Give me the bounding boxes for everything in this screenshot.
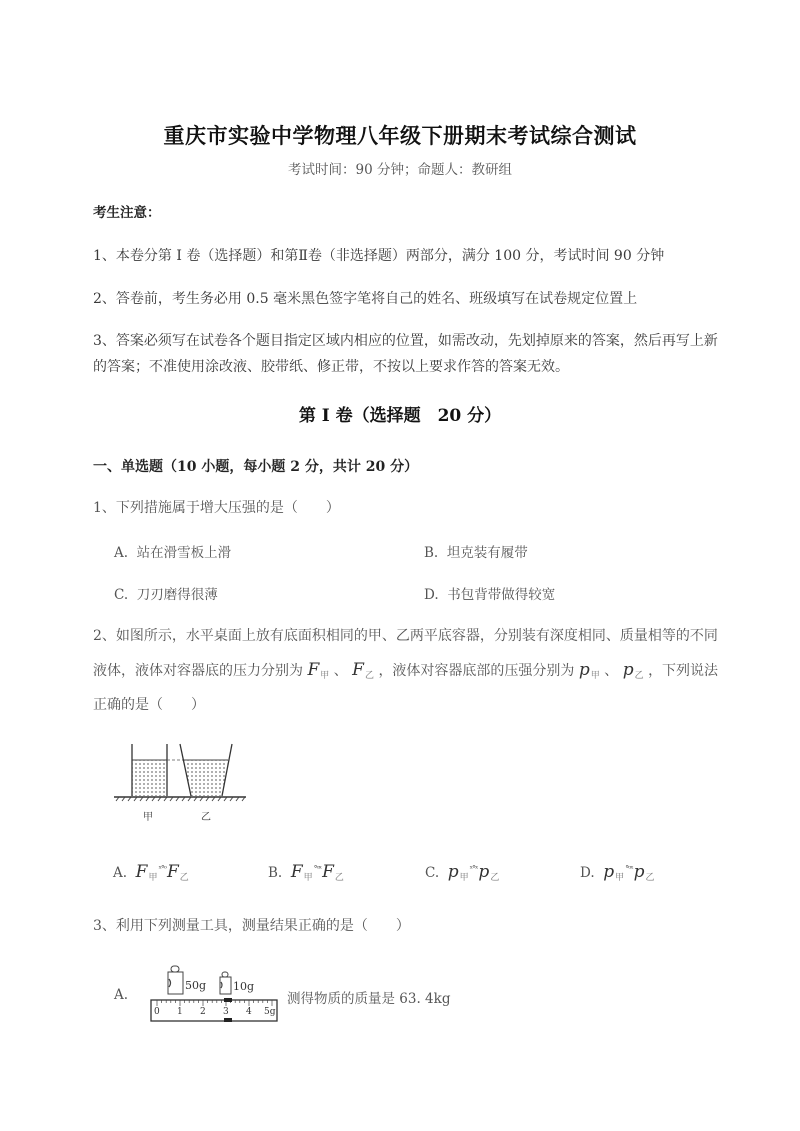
option-label: D.: [580, 865, 595, 881]
option-text: 坦克装有履带: [446, 545, 528, 561]
containers-figure: [110, 738, 250, 828]
question-3-option-a-label[interactable]: A.: [114, 987, 129, 1003]
option-text: 书包背带做得较宽: [447, 587, 556, 603]
comparison-symbol-icon: °ᵒˣ: [625, 864, 633, 873]
force-jia: $F_甲$: [307, 660, 330, 681]
notice-heading: 考生注意：: [93, 205, 161, 221]
figure-label-jia: 甲: [143, 812, 153, 823]
option-label: A.: [114, 545, 129, 561]
option-label: C.: [425, 865, 440, 881]
notice-item-1: 1、本卷分第 I 卷（选择题）和第Ⅱ卷（非选择题）两部分，满分 100 分，考试时间 90 分钟: [93, 248, 665, 264]
question-1-stem: 1、下列措施属于增大压强的是（ ）: [93, 500, 340, 516]
scale-tick-3: 3: [223, 1007, 229, 1017]
question-2-option-a[interactable]: A. $F_甲^{ˣ^\circ ᵒ}F_乙$: [113, 862, 189, 883]
question-2-option-c[interactable]: C. $p_甲^{ˣ^\circ ˣ}p_乙$: [425, 862, 500, 883]
balance-figure: [150, 962, 280, 1024]
section-title: 第 I 卷（选择题 20 分）: [298, 406, 502, 426]
stem-text: 、: [604, 663, 619, 679]
option-label: A.: [113, 865, 128, 881]
stem-text: 、: [333, 663, 348, 679]
question-2-stem-line-1: 2、如图所示，水平桌面上放有底面积相同的甲、乙两平底容器，分别装有深度相同、质量相等的不同: [93, 628, 718, 644]
scale-tick-1: 1: [177, 1007, 183, 1017]
scale-tick-2: 2: [200, 1007, 206, 1017]
containers-diagram-icon: [110, 738, 250, 828]
stem-text: ，液体对容器底部的压强分别为: [378, 663, 575, 679]
comparison-symbol-icon: ˣ°ˣ: [469, 864, 478, 873]
question-2-option-d[interactable]: D. $p_甲^{^\circ ᵒˣ}p_乙$: [580, 862, 655, 883]
force-yi: $F_乙$: [352, 660, 374, 681]
stem-text: 液体，液体对容器底的压力分别为: [93, 663, 303, 679]
question-1-option-d[interactable]: [424, 583, 555, 603]
figure-label-yi: 乙: [201, 812, 211, 823]
notice-item-3-cont: 的答案；不准使用涂改液、胶带纸、修正带，不按以上要求作答的答案无效。: [93, 359, 569, 375]
option-label: B.: [424, 545, 439, 561]
pressure-jia: $p_甲$: [578, 660, 600, 681]
scale-tick-0: 0: [154, 1007, 160, 1017]
scale-tick-4: 4: [246, 1007, 252, 1017]
weight-label-10g: 10g: [233, 980, 255, 993]
question-2-option-b[interactable]: B. $F_甲^{^\circ ᵒˣ}F_乙$: [268, 862, 344, 883]
option-label: C.: [114, 587, 129, 603]
stem-text: ，下列说法: [648, 663, 719, 679]
question-2-stem-line-2: [93, 660, 718, 681]
balance-weights-icon: [150, 962, 280, 1024]
option-label: D.: [424, 587, 439, 603]
question-2-stem-line-3: 正确的是（ ）: [93, 697, 205, 713]
weight-label-50g: 50g: [185, 979, 207, 992]
document-subtitle: 考试时间：90 分钟；命题人：教研组: [288, 162, 512, 178]
option-text: 刀刃磨得很薄: [136, 587, 218, 603]
question-3-stem: 3、利用下列测量工具，测量结果正确的是（ ）: [93, 918, 410, 934]
question-1-option-b[interactable]: [424, 541, 528, 561]
question-1-option-a[interactable]: [114, 541, 231, 561]
scale-tick-5: 5g: [264, 1007, 276, 1017]
comparison-symbol-icon: °ᵒˣ: [313, 864, 322, 873]
pressure-yi: $p_乙$: [622, 660, 644, 681]
question-3-option-a-text: 测得物质的质量是 63. 4kg: [287, 991, 451, 1007]
document-title: 重庆市实验中学物理八年级下册期末考试综合测试: [163, 123, 637, 148]
comparison-symbol-icon: ˣ°ᵒ: [158, 864, 166, 873]
notice-item-3: 3、答案必须写在试卷各个题目指定区域内相应的位置，如需改动，先划掉原来的答案，然后再写上新: [93, 333, 718, 349]
section-subtitle: 一、单选题（10 小题，每小题 2 分，共计 20 分）: [93, 459, 419, 475]
option-label: B.: [268, 865, 283, 881]
notice-item-2: 2、答卷前，考生务必用 0.5 毫米黑色签字笔将自己的姓名、班级填写在试卷规定位置上: [93, 291, 638, 307]
option-text: 站在滑雪板上滑: [136, 545, 232, 561]
question-1-option-c[interactable]: [114, 583, 218, 603]
